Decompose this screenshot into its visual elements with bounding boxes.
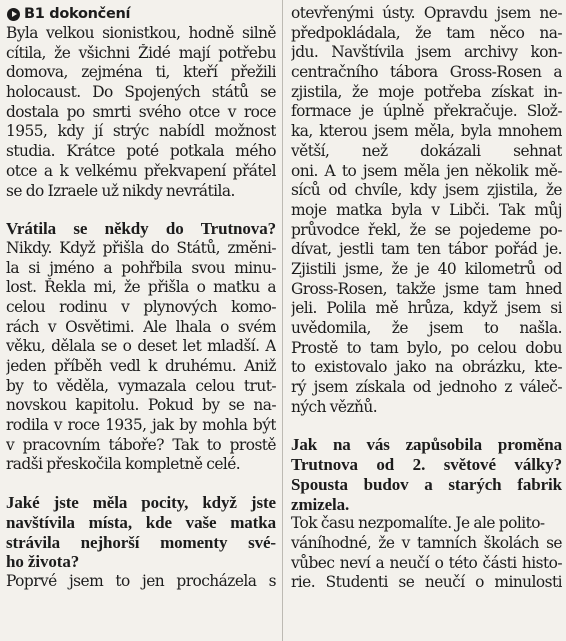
body-text-line: jeli. Polila mě hrůza, když jsem si [291, 299, 562, 318]
body-text-line: 1955, kdy jí strýc nabídl možnost [6, 122, 276, 141]
body-text-line: formace je úplně překračuje. Slož- [291, 102, 562, 121]
body-text-line: centračního tábora Gross-Rosen a [291, 63, 562, 82]
body-text-line: vůbec neví a neučí o této části histo- [291, 553, 562, 572]
body-text-line: Poprvé jsem to jen procházela s [6, 571, 276, 590]
right-column-body [291, 4, 562, 593]
body-text-line: uvědomila, že jsem to našla. [291, 319, 562, 337]
body-text-line: novskou kapitolu. Pokud by se na- [6, 396, 276, 415]
body-text-line: holocaust. Do Spojených států se [6, 83, 276, 102]
arrow-right-icon [7, 8, 20, 21]
question-line: ho života? [6, 552, 80, 572]
body-text-line: celou rodinu v plynových komo- [6, 297, 276, 316]
body-text-line: Nikdy. Když přišla do Států, změni- [6, 238, 276, 257]
body-text-line: rách v Osvětimi. Ale lhala o svém [6, 317, 276, 336]
body-text-line: cítila, že všichni Židé mají potřebu [6, 43, 276, 62]
body-text-line: otevřenými ústy. Opravdu jsem ne- [291, 4, 562, 22]
paragraph-gap [291, 417, 562, 435]
body-text-line: otce a k velkému překvapení přátel [6, 161, 276, 180]
body-text-line: oni. A to jsem měla jen několik mě- [291, 161, 562, 180]
body-text-line: rodila v roce 1935, jak by mohla být [6, 416, 276, 435]
question-line: Vrátila se někdy do Trutnova? [6, 219, 276, 239]
body-text-line: jeden příběh vedl k druhému. Aniž [6, 357, 276, 375]
column-divider [282, 0, 283, 641]
body-text-line: Byla velkou sionistkou, hodně silně [6, 24, 276, 42]
body-text-line: jdu. Navštívila jsem archivy kon- [291, 43, 562, 62]
body-text-line: zjistila, že moje potřeba získat in- [291, 82, 562, 101]
body-text-line: ných vězňů. [291, 397, 378, 416]
question-line: Jak na vás zapůsobila proměna [291, 435, 562, 455]
body-text-line: průvodce řekl, že se pojedeme po- [291, 220, 562, 239]
body-text-line: Zjistili jsme, že je 40 kilometrů od [291, 259, 562, 278]
body-text-line: to existovalo jako na obrázku, kte- [291, 358, 562, 377]
question-line: Trutnova od 2. světové války? [291, 455, 562, 475]
body-text-line: v pracovním táboře? Tak to prostě [6, 435, 276, 454]
question-line: Spousta budov a starých fabrik [291, 474, 562, 494]
question-line: strávila nejhorší momenty své- [6, 532, 276, 552]
section-label: B1 dokončení [24, 6, 131, 22]
body-text-line: váníhodné, že v tamních školách se [291, 533, 562, 552]
section-header [6, 4, 276, 24]
body-text-line: lost. Řekla mi, že přišla o matku a [6, 278, 276, 297]
body-text-line: předpokládala, že tam něco na- [291, 23, 562, 42]
body-text-line: studia. Krátce poté potkala mého [6, 142, 276, 161]
body-text-line: radši přeskočila kompletně celé. [6, 455, 241, 474]
body-text-line: dostala po smrti svého otce v roce [6, 102, 276, 121]
question-line: zmizela. [291, 494, 350, 514]
body-text-line: se do Izraele už nikdy nevrátila. [6, 181, 235, 200]
body-text-line: ka, kterou jsem měla, byla mnohem [291, 122, 562, 141]
right-column [287, 0, 566, 593]
body-text-line: Prostě to tam bylo, po celou dobu [291, 338, 562, 357]
body-text-line: domova, zejména ti, kteří přežili [6, 63, 276, 82]
paragraph-gap [6, 475, 276, 493]
left-column-body [6, 24, 276, 592]
body-text-line: Gross-Rosen, takže jsme tam hned [291, 279, 562, 298]
body-text-line: dívat, jestli tam ten tábor pořád je. [291, 240, 562, 259]
left-column [0, 0, 280, 592]
body-text-line: rý jsem získala od jednoho z váleč- [291, 378, 562, 397]
body-text-line: Tok času nezpomalíte. Je ale polito- [291, 514, 545, 533]
question-line: navštívila místa, kde vaše matka [6, 512, 276, 532]
paragraph-gap [6, 201, 276, 219]
body-text-line: rie. Studenti se neučí o minulosti [291, 573, 562, 592]
body-text-line: by to věděla, vymazala celou trut- [6, 376, 276, 395]
body-text-line: la si jméno a pohřbila svou minu- [6, 258, 276, 277]
body-text-line: větší, než dokázali sehnat [291, 141, 562, 160]
body-text-line: moje matka byla v Libči. Tak můj [291, 200, 562, 219]
body-text-line: věku, dělala se o deset let mladší. A [6, 337, 276, 356]
body-text-line: síců od chvíle, kdy jsem zjistila, že [291, 181, 562, 200]
question-line: Jaké jste měla pocity, když jste [6, 493, 276, 513]
